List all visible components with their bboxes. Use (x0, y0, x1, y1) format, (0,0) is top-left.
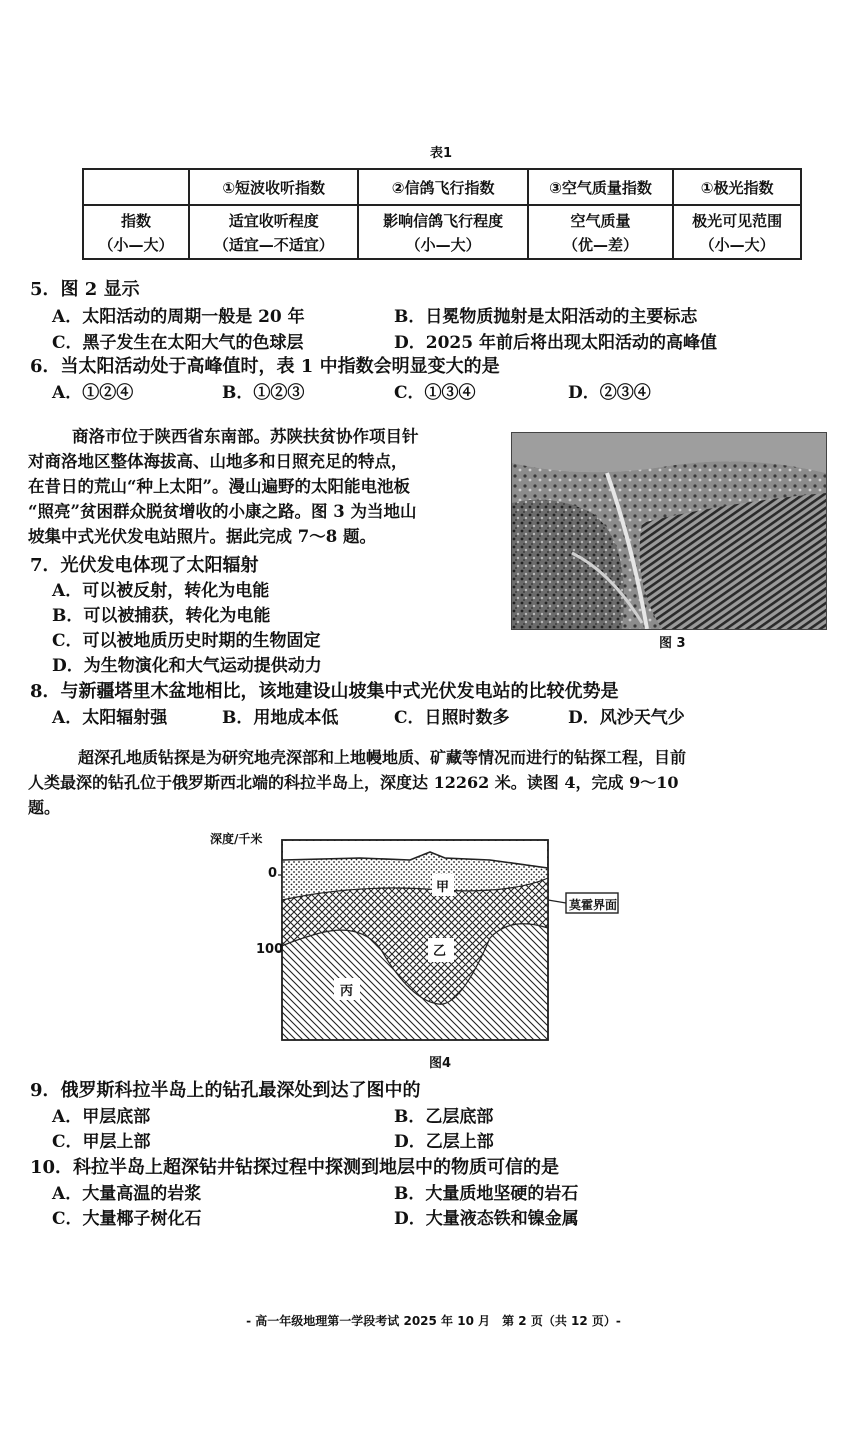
table-cell: 适宜收听程度 （适宜—不适宜） (189, 205, 358, 259)
passage-line: 题。 (28, 798, 61, 817)
figure4-layer-yi: 乙 (433, 944, 447, 959)
figure4-callout-moho: 莫霍界面 (569, 898, 618, 912)
q10-option-a: A．大量高温的岩浆 (52, 1184, 202, 1204)
figure4-caption: 图4 (429, 1056, 452, 1071)
figure4-layer-bing: 丙 (340, 984, 354, 999)
table-header-pigeon: ②信鸽飞行指数 (358, 169, 527, 205)
table-header-empty (83, 169, 189, 205)
q7-option-d: D．为生物演化和大气运动提供动力 (52, 656, 322, 676)
q8-option-d: D．风沙天气少 (568, 708, 685, 728)
q6-option-c: C．①③④ (394, 383, 476, 403)
q7-stem: 7．光伏发电体现了太阳辐射 (30, 555, 259, 576)
q10-option-b: B．大量质地坚硬的岩石 (394, 1184, 579, 1204)
passage-line: 坡集中式光伏发电站照片。据此完成 7～8 题。 (28, 527, 376, 546)
table-header-air: ③空气质量指数 (528, 169, 673, 205)
q8-option-a: A．太阳辐射强 (52, 708, 168, 728)
q8-option-b: B．用地成本低 (222, 708, 339, 728)
q9-option-a: A．甲层底部 (52, 1107, 151, 1127)
passage-line: “照亮”贫困群众脱贫增收的小康之路。图 3 为当地山 (28, 502, 417, 521)
q9-stem: 9．俄罗斯科拉半岛上的钻孔最深处到达了图中的 (30, 1080, 421, 1101)
q7-option-a: A．可以被反射，转化为电能 (52, 581, 270, 601)
passage-kola (28, 745, 828, 820)
table-header-shortwave: ①短波收听指数 (189, 169, 358, 205)
figure4-tick-0: 0 (268, 866, 278, 881)
q5-option-c: C．黑子发生在太阳大气的色球层 (52, 333, 304, 353)
solar-farm-photo-image (512, 433, 826, 629)
q8-stem: 8．与新疆塔里木盆地相比，该地建设山坡集中式光伏发电站的比较优势是 (30, 681, 619, 702)
passage-line: 商洛市位于陕西省东南部。苏陕扶贫协作项目针 (72, 427, 419, 446)
table-cell: 空气质量 （优—差） (528, 205, 673, 259)
q6-option-b: B．①②③ (222, 383, 305, 403)
table1-caption: 表1 (430, 146, 453, 161)
q8-option-c: C．日照时数多 (394, 708, 510, 728)
figure3-photo (511, 432, 827, 630)
page-footer: - 高一年级地理第一学段考试 2025 年 10 月 第 2 页（共 12 页）- (246, 1314, 621, 1328)
q9-option-c: C．甲层上部 (52, 1132, 151, 1152)
q7-option-b: B．可以被捕获，转化为电能 (52, 606, 271, 626)
figure4-tick-100: 100 (256, 942, 284, 957)
figure3-caption: 图 3 (659, 636, 686, 651)
q5-option-d: D．2025 年前后将出现太阳活动的高峰值 (394, 333, 717, 353)
passage-line: 人类最深的钻孔位于俄罗斯西北端的科拉半岛上，深度达 12262 米。读图 4，完成 9～10 (28, 773, 679, 792)
q5-option-a: A．太阳活动的周期一般是 20 年 (52, 307, 305, 327)
figure4-ylabel: 深度/千米 (210, 832, 263, 846)
q6-option-a: A．①②④ (52, 383, 134, 403)
table-row-label: 指数 （小—大） (83, 205, 189, 259)
table-row (83, 205, 801, 259)
table-1 (82, 168, 802, 260)
passage-line: 在昔日的荒山“种上太阳”。漫山遍野的太阳能电池板 (28, 477, 410, 496)
figure4-layer-jia: 甲 (436, 880, 450, 895)
q5-stem: 5．图 2 显示 (30, 279, 140, 300)
passage-shangluo (28, 424, 498, 549)
table-header-row (83, 169, 801, 205)
q5-option-b: B．日冕物质抛射是太阳活动的主要标志 (394, 307, 698, 327)
q6-option-d: D．②③④ (568, 383, 651, 403)
q9-option-d: D．乙层上部 (394, 1132, 494, 1152)
q9-option-b: B．乙层底部 (394, 1107, 494, 1127)
q10-option-c: C．大量椰子树化石 (52, 1209, 202, 1229)
q6-stem: 6．当太阳活动处于高峰值时，表 1 中指数会明显变大的是 (30, 356, 500, 377)
table-cell: 极光可见范围 （小—大） (673, 205, 801, 259)
q10-option-d: D．大量液态铁和镍金属 (394, 1209, 579, 1229)
q10-stem: 10．科拉半岛上超深钻井钻探过程中探测到地层中的物质可信的是 (30, 1157, 560, 1178)
q7-option-c: C．可以被地质历史时期的生物固定 (52, 631, 321, 651)
passage-line: 超深孔地质钻探是为研究地壳深部和上地幔地质、矿藏等情况而进行的钻探工程，目前 (78, 748, 687, 767)
table-header-aurora: ①极光指数 (673, 169, 801, 205)
passage-line: 对商洛地区整体海拔高、山地多和日照充足的特点， (28, 452, 408, 471)
table-cell: 影响信鸽飞行程度 （小—大） (358, 205, 527, 259)
